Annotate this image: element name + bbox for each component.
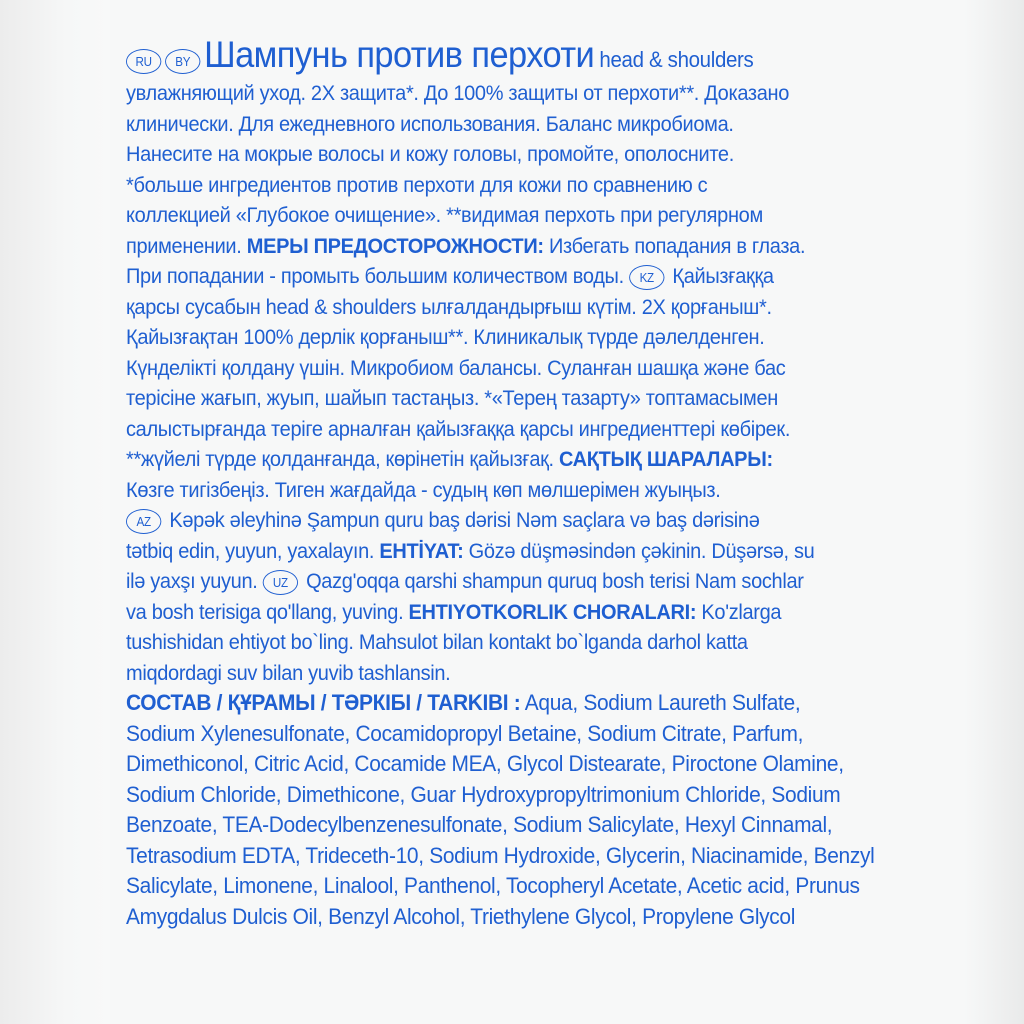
ingredients-line: Sodium Xylenesulfonate, Cocamidopropyl Betaine, Sodium Citrate, Parfum, [126,720,804,746]
text-line [126,505,1019,536]
text-line: Қайызғақтан 100% дерлік қорғаныш**. Клиникалық түрде дәлелденген. [126,325,765,349]
text-line: Көзге тигізбеңіз. Тиген жағдайда - судың көп мөлшерімен жуыңыз. [126,477,721,502]
text-line: tushishidan ehtiyot bo`ling. Mahsulot bilan kontakt bo`lganda darhol katta [126,630,748,654]
text-line: қарсы сусабын head & shoulders ылғалдандырғыш күтім. 2X қорғаныш*. [126,294,772,319]
text-segment: При попадании - промыть большим количеством воды. [126,264,630,288]
text-line: коллекцией «Глубокое очищение». **видимая перхоть при регулярном [126,203,763,227]
language-badge-az: AZ [126,509,161,534]
precautions-heading-ru: МЕРЫ ПРЕДОСТОРОЖНОСТИ: [246,233,544,258]
ingredients-text: Aqua, Sodium Laureth Sulfate, [520,690,801,715]
text-segment: Избегать попадания в глаза. [543,233,806,258]
text-line [126,231,1019,262]
ingredients-line: Tetrasodium EDTA, Trideceth-10, Sodium Hydroxide, Glycerin, Niacinamide, Benzyl [126,842,875,868]
ingredients-line: Dimethiconol, Citric Acid, Cocamide MEA, Glycol Distearate, Piroctone Olamine, [126,751,844,776]
text-line: miqdordagi suv bilan yuvib tashlansin. [126,660,451,685]
precautions-heading-az: EHTİYAT: [379,538,464,563]
text-line [126,444,1019,475]
text-line: *больше ингредиентов против перхоти для кожи по сравнению с [126,172,708,197]
text-line: Күнделікті қолдану үшін. Микробиом балансы. Суланған шашқа және бас [126,355,786,380]
ingredients-line: Salicylate, Limonene, Linalool, Panthenol, Tocopheryl Acetate, Acetic acid, Prunus [126,873,860,898]
language-badge-by: BY [165,49,200,74]
text-line [126,597,1019,628]
title-line [126,32,1019,78]
text-segment: Gözə düşməsindən çəkinin. Düşərsə, su [463,538,815,563]
text-segment: применении. [126,233,247,258]
product-label [126,32,1019,932]
text-segment: Қайызғаққа [667,264,774,288]
text-line: салыстырғанда теріге арналған қайызғаққа қарсы ингредиенттері көбірек. [126,416,791,441]
language-badge-uz: UZ [263,570,298,595]
text-line [126,566,1019,597]
text-line: клинически. Для ежедневного использования. Баланс микробиома. [126,111,734,136]
ingredients-heading: СОСТАВ / ҚҰРАМЫ / ТӘРКІБІ / TARKIBI : [126,690,521,715]
ingredients-line: Benzoate, TEA-Dodecylbenzenesulfonate, Sodium Salicylate, Hexyl Cinnamal, [126,812,833,837]
text-line: терісіне жағып, жуып, шайып тастаңыз. *«Терең тазарту» топтамасымен [126,386,778,410]
precautions-heading-kz: САҚТЫҚ ШАРАЛАРЫ: [559,447,773,471]
bottle-edge-left [0,0,110,1024]
language-badge-kz: KZ [629,265,664,290]
ingredients-line: Sodium Chloride, Dimethicone, Guar Hydroxypropyltrimonium Chloride, Sodium [126,781,841,807]
language-badge-ru: RU [126,49,161,74]
text-segment: Kəpək əleyhinə Şampun quru baş dərisi Nəm saçlara və baş dərisinə [164,508,760,532]
text-line: Нанесите на мокрые волосы и кожу головы, промойте, ополосните. [126,142,734,166]
text-line: увлажняющий уход. 2X защита*. До 100% защиты от перхоти**. Доказано [126,81,790,105]
ingredients-line: Amygdalus Dulcis Oil, Benzyl Alcohol, Triethylene Glycol, Propylene Glycol [126,903,796,929]
text-segment: tətbiq edin, yuyun, yaxalayın. [126,538,380,563]
text-segment: Ko'zlarga [696,599,782,624]
precautions-heading-uz: EHTIYOTKORLIK CHORALARI: [408,599,697,624]
text-segment: Qazg'oqqa qarshi shampun quruq bosh terisi Nam sochlar [300,569,804,593]
text-segment: va bosh terisiga qo'llang, yuving. [126,599,409,624]
product-title: Шампунь против перхоти [204,34,595,75]
text-line [126,536,1019,567]
ingredients-line [126,688,1019,719]
text-segment: ilə yaxşı yuyun. [126,569,263,593]
brand-name: head & shoulders [599,47,754,72]
text-line [126,261,1019,292]
text-segment: **жүйелі түрде қолданғанда, көрінетін қайызғақ. [126,447,560,471]
